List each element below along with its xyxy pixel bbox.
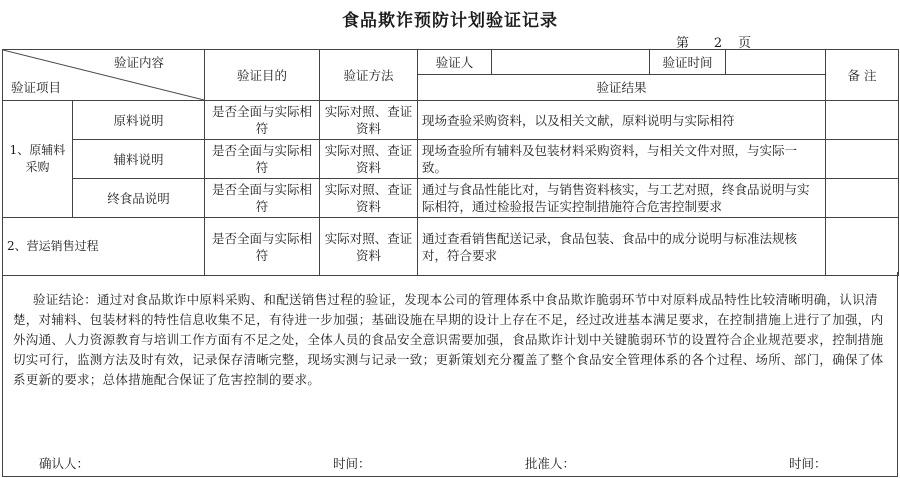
row-method: 实际对照、查证资料 — [320, 140, 418, 179]
verify-time-value — [726, 50, 826, 75]
row-method: 实际对照、查证资料 — [320, 218, 418, 276]
confirm-label: 确认人： — [39, 456, 90, 471]
row-purpose: 是否全面与实际相符 — [205, 140, 320, 179]
verifier-value — [492, 50, 650, 75]
document-title: 食品欺诈预防计划验证记录 — [342, 11, 558, 31]
row-item: 辅料说明 — [73, 140, 205, 179]
row-purpose: 是否全面与实际相符 — [205, 179, 320, 218]
conclusion-text: 验证结论：通过对食品欺诈中原料采购、和配送销售过程的验证，发现本公司的管理体系中食品欺诈脆弱环节中对原料成品特性比较清晰明确，认识清楚，对辅料、包装材料的特性信息收集不足，有待进一步加强；基础设施在早期的设计上存在不足，经过改进基本满足要求，在控制措施上进行了加强，内外沟通、人力资源教育与培训工作方面有不足之处，全体人员的食品安全意识需要加强，食品欺诈计划中关键脆弱环节的设置符合企业规范要求，控制措施切实可行，监测方法及时有效，记录保存清晰完整，现场实测与记录一致；更新策划充分覆盖了整个食品安全管理体系的各个过程、场所、部门，确保了体系更新的要求；总体措施配合保证了危害控制的要求。 — [13, 292, 884, 387]
group-label-1: 1、原辅料采购 — [3, 101, 73, 218]
header-remarks: 备 注 — [826, 50, 899, 101]
conclusion-box — [2, 272, 898, 477]
row-result: 现场查验采购资料，以及相关文献，原料说明与实际相符 — [418, 101, 826, 140]
header-content-label: 验证内容 — [113, 55, 164, 70]
row-purpose: 是否全面与实际相符 — [205, 218, 320, 276]
header-item-label: 验证项目 — [11, 80, 62, 95]
row-result: 通过与食品性能比对，与销售资料核实，与工艺对照，终食品说明与实际相符，通过检验报告证实控制措施符合危害控制要求 — [418, 179, 826, 218]
row-remarks — [826, 101, 899, 140]
row-method: 实际对照、查证资料 — [320, 101, 418, 140]
header-diagonal-cell — [3, 50, 205, 101]
time-label-1: 时间： — [333, 456, 371, 471]
verification-table — [2, 49, 899, 276]
row-remarks — [826, 140, 899, 179]
header-verify-time: 验证时间 — [650, 50, 726, 75]
header-method: 验证方法 — [320, 50, 418, 101]
header-result: 验证结果 — [418, 75, 826, 101]
time-label-2: 时间： — [789, 456, 827, 471]
header-verifier: 验证人 — [418, 50, 492, 75]
page-number-value: 2 — [713, 36, 723, 51]
header-purpose: 验证目的 — [205, 50, 320, 101]
row-result: 现场查验所有辅料及包装材料采购资料，与相关文件对照，与实际一致。 — [418, 140, 826, 179]
page-suffix: 页 — [738, 36, 752, 51]
group-label-2: 2、营运销售过程 — [3, 218, 205, 276]
row-item: 原料说明 — [73, 101, 205, 140]
row-purpose: 是否全面与实际相符 — [205, 101, 320, 140]
row-item: 终食品说明 — [73, 179, 205, 218]
page-prefix: 第 — [676, 36, 690, 51]
row-method: 实际对照、查证资料 — [320, 179, 418, 218]
row-result: 通过查看销售配送记录，食品包装、食品中的成分说明与标准法规核对，符合要求 — [418, 218, 826, 276]
approve-label: 批准人： — [525, 456, 576, 471]
row-remarks — [826, 179, 899, 218]
row-remarks — [826, 218, 899, 276]
